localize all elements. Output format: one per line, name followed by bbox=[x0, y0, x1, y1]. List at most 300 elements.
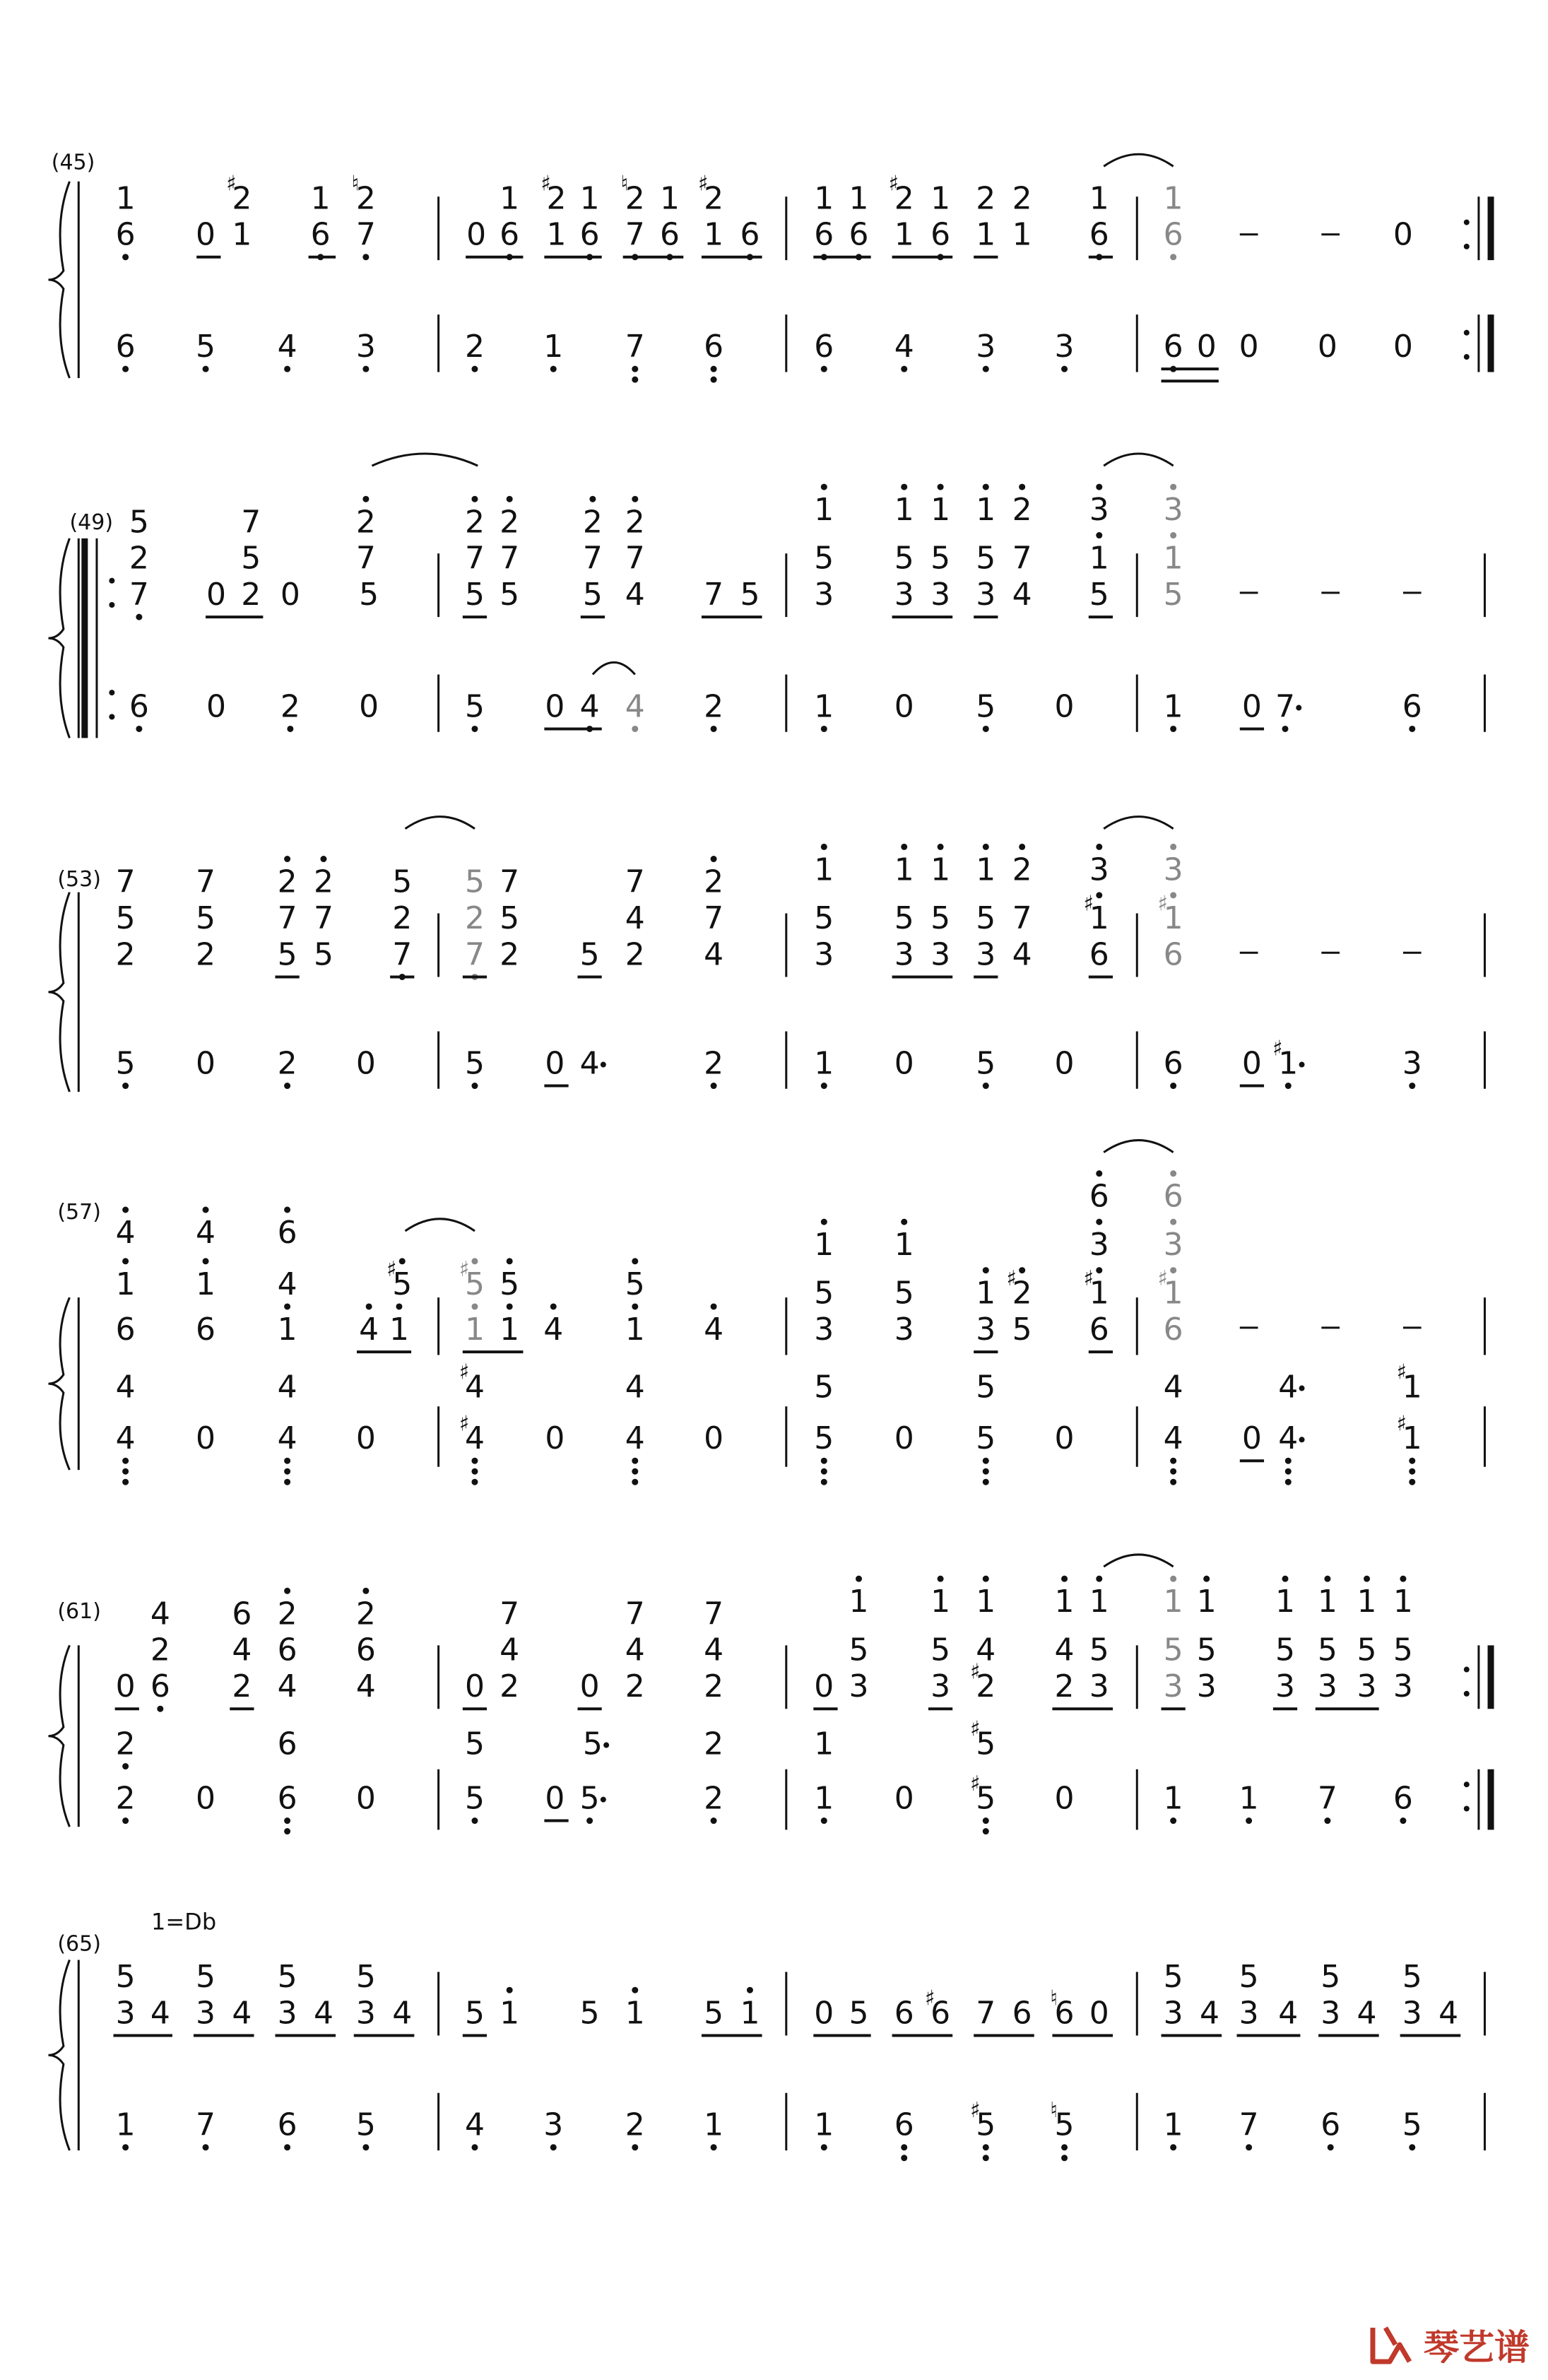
octave-dot-low bbox=[1409, 1458, 1415, 1464]
octave-dot-high bbox=[901, 484, 907, 490]
note-digit: 4 bbox=[1200, 1995, 1219, 2032]
note-digit: 5 bbox=[579, 1780, 600, 1817]
note-digit: 2 bbox=[392, 900, 413, 936]
note-digit: 4 bbox=[1438, 1995, 1459, 2032]
repeat-dot bbox=[1464, 1781, 1470, 1787]
octave-dot-high bbox=[1096, 532, 1102, 538]
octave-dot-low bbox=[821, 1083, 827, 1089]
note-digit: 2 bbox=[1012, 492, 1032, 529]
note-digit: 7 bbox=[1012, 900, 1032, 936]
octave-dot-low bbox=[983, 1479, 989, 1485]
octave-dot-high bbox=[1170, 532, 1176, 538]
repeat-dot bbox=[109, 690, 114, 695]
note-digit: 1 bbox=[1393, 1584, 1413, 1620]
octave-dot-low bbox=[1170, 2144, 1176, 2150]
note-digit: 3 bbox=[1393, 1668, 1413, 1705]
natural-sign: ♮ bbox=[1050, 2098, 1058, 2123]
octave-dot-high bbox=[284, 856, 290, 862]
octave-dot-high bbox=[1096, 844, 1102, 850]
note-digit: 1 bbox=[310, 180, 331, 217]
note-digit: 4 bbox=[500, 1632, 520, 1668]
note-digit: 5 bbox=[1089, 1632, 1109, 1668]
note-digit: 3 bbox=[1320, 1995, 1341, 2032]
note-digit: 6 bbox=[1320, 2107, 1341, 2143]
octave-dot-low bbox=[821, 1818, 827, 1824]
note-digit: 5 bbox=[500, 1266, 520, 1302]
note-digit: 0 bbox=[894, 1780, 914, 1817]
note-digit: 2 bbox=[704, 1668, 724, 1705]
note-digit: 3 bbox=[1089, 492, 1109, 529]
note-digit: 7 bbox=[464, 540, 485, 577]
octave-dot-high bbox=[821, 844, 827, 850]
note-digit: 7 bbox=[277, 900, 297, 936]
note-digit: 4 bbox=[1012, 936, 1032, 973]
octave-dot-low bbox=[362, 366, 369, 372]
note-digit: 5 bbox=[930, 540, 951, 577]
note-digit: 2 bbox=[704, 688, 724, 725]
note-digit: 3 bbox=[894, 936, 914, 973]
note-digit: 3 bbox=[894, 577, 914, 613]
note-digit: 7 bbox=[1239, 2107, 1259, 2143]
measure-number: (61) bbox=[57, 1598, 101, 1624]
octave-dot-high bbox=[1019, 844, 1025, 850]
note-digit: 6 bbox=[660, 216, 680, 253]
octave-dot-low bbox=[284, 1458, 290, 1464]
sharp-sign: ♯ bbox=[924, 1986, 935, 2011]
note-digit: 5 bbox=[814, 900, 834, 936]
note-digit: 5 bbox=[740, 577, 760, 613]
note-digit: 5 bbox=[894, 900, 914, 936]
note-digit: 6 bbox=[1163, 936, 1183, 973]
note-digit: 2 bbox=[976, 1668, 996, 1705]
note-digit: 3 bbox=[930, 1668, 951, 1705]
note-digit: 4 bbox=[232, 1995, 252, 2032]
note-digit: 0 bbox=[206, 577, 227, 613]
octave-dot-low bbox=[471, 1479, 478, 1485]
note-digit: 1 bbox=[1089, 180, 1109, 217]
note-digit: 1 bbox=[976, 216, 996, 253]
octave-dot-low bbox=[983, 1818, 989, 1824]
octave-dot-low bbox=[203, 2144, 209, 2150]
note-digit: 1 bbox=[814, 688, 834, 725]
note-digit: 1 bbox=[894, 492, 914, 529]
note-digit: 5 bbox=[277, 1958, 297, 1995]
note-digit: 3 bbox=[1163, 1995, 1183, 2032]
octave-dot-high bbox=[1170, 892, 1176, 898]
octave-dot-low bbox=[1061, 2144, 1068, 2150]
octave-dot-low bbox=[821, 1468, 827, 1475]
octave-dot-low bbox=[711, 1818, 717, 1824]
key-signature: 1=Db bbox=[151, 1908, 217, 1936]
note-digit: 2 bbox=[894, 180, 914, 217]
octave-dot-high bbox=[1170, 1219, 1176, 1225]
note-digit: 1 bbox=[976, 1275, 996, 1312]
note-digit: 6 bbox=[704, 329, 724, 365]
octave-dot-high bbox=[471, 1303, 478, 1309]
note-digit: 2 bbox=[241, 577, 261, 613]
note-digit: 1 bbox=[740, 1995, 760, 2032]
note-digit: 1 bbox=[1317, 1584, 1337, 1620]
note-digit: 0 bbox=[1054, 1420, 1075, 1457]
octave-dot-high bbox=[203, 1207, 209, 1213]
note-digit: 6 bbox=[310, 216, 331, 253]
note-digit: 5 bbox=[464, 1726, 485, 1762]
note-digit: 5 bbox=[392, 864, 413, 900]
note-digit: 5 bbox=[115, 900, 136, 936]
octave-dot-low bbox=[711, 726, 717, 732]
augmentation-dot bbox=[1296, 705, 1301, 711]
augmentation-dot bbox=[601, 1797, 606, 1803]
note-digit: 2 bbox=[464, 900, 485, 936]
natural-sign: ♮ bbox=[351, 171, 360, 196]
note-digit: 1 bbox=[1278, 1045, 1299, 1082]
octave-dot-low bbox=[471, 1468, 478, 1475]
grand-staff-brace bbox=[48, 1297, 69, 1470]
note-digit: 1 bbox=[1357, 1584, 1377, 1620]
octave-dot-high bbox=[471, 1258, 478, 1264]
note-digit: 2 bbox=[115, 1726, 136, 1762]
note-digit: 5 bbox=[1163, 1958, 1183, 1995]
octave-dot-high bbox=[366, 1303, 372, 1309]
note-digit: 6 bbox=[232, 1596, 252, 1632]
note-digit: 4 bbox=[625, 900, 645, 936]
octave-dot-low bbox=[632, 1458, 638, 1464]
note-digit: 3 bbox=[976, 936, 996, 973]
note-digit: 0 bbox=[1054, 688, 1075, 725]
note-digit: 5 bbox=[1402, 2107, 1422, 2143]
note-digit: 5 bbox=[976, 1420, 996, 1457]
octave-dot-high bbox=[1019, 1267, 1025, 1273]
octave-dot-high bbox=[1324, 1576, 1330, 1582]
octave-dot-low bbox=[983, 726, 989, 732]
note-digit: 5 bbox=[392, 1266, 413, 1302]
note-digit: 0 bbox=[355, 1420, 376, 1457]
note-digit: 1 bbox=[232, 216, 252, 253]
note-digit: 0 bbox=[196, 1420, 216, 1457]
note-digit: 2 bbox=[704, 1780, 724, 1817]
note-digit: 2 bbox=[232, 180, 252, 217]
octave-dot-low bbox=[901, 2155, 907, 2161]
grand-staff-brace bbox=[48, 1645, 69, 1827]
octave-dot-low bbox=[1061, 366, 1068, 372]
octave-dot-high bbox=[1364, 1576, 1370, 1582]
octave-dot-low bbox=[1328, 2144, 1334, 2150]
note-digit: 1 bbox=[660, 180, 680, 217]
note-digit: 0 bbox=[1089, 1995, 1109, 2032]
measure-number: (57) bbox=[57, 1199, 101, 1225]
note-digit: 5 bbox=[464, 1780, 485, 1817]
note-digit: 5 bbox=[814, 1369, 834, 1406]
note-digit: 4 bbox=[625, 577, 645, 613]
octave-dot-high bbox=[122, 1258, 129, 1264]
octave-dot-low bbox=[284, 1479, 290, 1485]
note-digit: 1 bbox=[277, 1312, 297, 1348]
note-digit: 3 bbox=[1163, 492, 1183, 529]
note-digit: 4 bbox=[115, 1420, 136, 1457]
tie-arc bbox=[1104, 454, 1173, 466]
note-digit: 3 bbox=[976, 577, 996, 613]
octave-dot-low bbox=[1409, 1083, 1415, 1089]
note-digit: 6 bbox=[1402, 688, 1422, 725]
octave-dot-high bbox=[632, 1987, 638, 1993]
repeat-dot bbox=[109, 714, 114, 719]
note-digit: 4 bbox=[277, 1668, 297, 1705]
note-digit: 4 bbox=[704, 1632, 724, 1668]
octave-dot-low bbox=[983, 1083, 989, 1089]
note-digit: 1 bbox=[115, 180, 136, 217]
note-digit: 4 bbox=[464, 2107, 485, 2143]
note-digit: 1 bbox=[625, 1995, 645, 2032]
octave-dot-low bbox=[821, 2144, 827, 2150]
note-digit: 1 bbox=[1163, 540, 1183, 577]
note-digit: 6 bbox=[1163, 216, 1183, 253]
note-digit: 7 bbox=[129, 577, 149, 613]
note-digit: 1 bbox=[930, 492, 951, 529]
note-digit: 5 bbox=[976, 1780, 996, 1817]
note-digit: 1 bbox=[814, 852, 834, 888]
octave-dot-low bbox=[1409, 726, 1415, 732]
note-digit: 1 bbox=[814, 1045, 834, 1082]
note-digit: 2 bbox=[277, 1596, 297, 1632]
note-digit: 2 bbox=[500, 936, 520, 973]
note-digit: 5 bbox=[976, 1045, 996, 1082]
note-digit: 4 bbox=[392, 1995, 413, 2032]
note-digit: 7 bbox=[625, 216, 645, 253]
note-digit: 6 bbox=[1089, 936, 1109, 973]
note-digit: 0 bbox=[545, 1780, 565, 1817]
tie-arc bbox=[1104, 154, 1173, 166]
note-digit: 5 bbox=[1163, 1632, 1183, 1668]
octave-dot-low bbox=[1061, 2155, 1068, 2161]
octave-dot-high bbox=[362, 1588, 369, 1594]
note-digit: 3 bbox=[1402, 1995, 1422, 2032]
octave-dot-high bbox=[1096, 1219, 1102, 1225]
octave-dot-low bbox=[983, 2155, 989, 2161]
note-digit: 1 bbox=[1239, 1780, 1259, 1817]
note-digit: 0 bbox=[355, 1045, 376, 1082]
note-digit: 0 bbox=[1054, 1045, 1075, 1082]
note-digit: 1 bbox=[1054, 1584, 1075, 1620]
octave-dot-low bbox=[983, 1458, 989, 1464]
note-digit: 3 bbox=[543, 2107, 564, 2143]
note-digit: 2 bbox=[464, 329, 485, 365]
note-digit: 1 bbox=[1163, 900, 1183, 936]
note-digit: 5 bbox=[582, 1726, 603, 1762]
note-digit: 3 bbox=[814, 577, 834, 613]
octave-dot-high bbox=[983, 1267, 989, 1273]
note-digit: 6 bbox=[894, 2107, 914, 2143]
note-digit: 4 bbox=[277, 1266, 297, 1302]
sharp-sign: ♯ bbox=[1396, 1360, 1407, 1385]
note-digit: 2 bbox=[625, 936, 645, 973]
note-digit: 4 bbox=[1163, 1369, 1183, 1406]
octave-dot-low bbox=[122, 1763, 129, 1769]
octave-dot-low bbox=[122, 2144, 129, 2150]
note-digit: 5 bbox=[814, 540, 834, 577]
note-digit: 7 bbox=[976, 1995, 996, 2032]
sharp-sign: ♯ bbox=[1083, 1266, 1094, 1291]
note-digit: 6 bbox=[1012, 1995, 1032, 2032]
octave-dot-high bbox=[396, 1303, 402, 1309]
note-digit: 5 bbox=[814, 1420, 834, 1457]
note-digit: 4 bbox=[196, 1215, 216, 1251]
sharp-sign: ♯ bbox=[970, 1771, 981, 1796]
octave-dot-low bbox=[284, 1083, 290, 1089]
note-digit: 3 bbox=[1357, 1668, 1377, 1705]
sharp-sign: ♯ bbox=[459, 1257, 470, 1283]
note-digit: 0 bbox=[1393, 216, 1413, 253]
note-digit: 4 bbox=[359, 1312, 379, 1348]
note-digit: 4 bbox=[894, 329, 914, 365]
note-digit: 1 bbox=[814, 492, 834, 529]
note-digit: 5 bbox=[894, 1275, 914, 1312]
octave-dot-high bbox=[983, 484, 989, 490]
note-digit: 0 bbox=[814, 1668, 834, 1705]
note-digit: 1 bbox=[1163, 1780, 1183, 1817]
octave-dot-low bbox=[632, 2144, 638, 2150]
note-digit: 2 bbox=[196, 936, 216, 973]
note-digit: 5 bbox=[894, 540, 914, 577]
note-digit: 1 bbox=[1089, 900, 1109, 936]
sharp-sign: ♯ bbox=[1157, 891, 1168, 917]
note-digit: 3 bbox=[1402, 1045, 1422, 1082]
note-digit: 2 bbox=[280, 688, 300, 725]
octave-dot-low bbox=[1409, 2144, 1415, 2150]
octave-dot-high bbox=[507, 1258, 513, 1264]
repeat-dot bbox=[1464, 1691, 1470, 1697]
note-digit: 5 bbox=[976, 1369, 996, 1406]
note-digit: 5 bbox=[1163, 577, 1183, 613]
note-digit: 2 bbox=[704, 180, 724, 217]
note-digit: 0 bbox=[359, 688, 379, 725]
measure-number: (49) bbox=[69, 510, 114, 535]
note-digit: 5 bbox=[196, 1958, 216, 1995]
note-digit: 1 bbox=[1089, 540, 1109, 577]
note-digit: 3 bbox=[1054, 329, 1075, 365]
note-digit: 4 bbox=[579, 688, 600, 725]
octave-dot-high bbox=[471, 496, 478, 502]
octave-dot-low bbox=[632, 377, 638, 383]
note-digit: 4 bbox=[115, 1215, 136, 1251]
octave-dot-low bbox=[1285, 1479, 1292, 1485]
note-digit: 5 bbox=[1012, 1312, 1032, 1348]
octave-dot-high bbox=[1096, 1170, 1102, 1177]
note-digit: 5 bbox=[1357, 1632, 1377, 1668]
note-digit: 0 bbox=[545, 688, 565, 725]
note-digit: 2 bbox=[313, 864, 333, 900]
octave-dot-high bbox=[507, 1987, 513, 1993]
note-digit: 0 bbox=[464, 1668, 485, 1705]
note-digit: 1 bbox=[1163, 1275, 1183, 1312]
note-digit: 0 bbox=[196, 216, 216, 253]
note-digit: 4 bbox=[1163, 1420, 1183, 1457]
sharp-sign: ♯ bbox=[386, 1257, 397, 1283]
octave-dot-low bbox=[1285, 1083, 1292, 1089]
note-digit: 5 bbox=[464, 864, 485, 900]
grand-staff-brace bbox=[48, 1960, 69, 2150]
note-digit: 0 bbox=[1241, 1420, 1262, 1457]
octave-dot-low bbox=[1409, 1468, 1415, 1475]
note-digit: 6 bbox=[277, 1780, 297, 1817]
octave-dot-low bbox=[983, 1828, 989, 1834]
measure-number: (45) bbox=[51, 150, 95, 175]
note-digit: 6 bbox=[115, 216, 136, 253]
sharp-sign: ♯ bbox=[970, 2098, 981, 2123]
octave-dot-low bbox=[122, 1818, 129, 1824]
octave-dot-high bbox=[1203, 1576, 1210, 1582]
octave-dot-low bbox=[550, 366, 557, 372]
note-digit: 0 bbox=[814, 1995, 834, 2032]
octave-dot-low bbox=[711, 2144, 717, 2150]
note-digit: 4 bbox=[277, 1420, 297, 1457]
sharp-sign: ♯ bbox=[540, 171, 551, 196]
note-digit: 6 bbox=[277, 1632, 297, 1668]
note-digit: 4 bbox=[232, 1632, 252, 1668]
note-digit: 5 bbox=[976, 2107, 996, 2143]
augmentation-dot bbox=[601, 1062, 606, 1068]
note-digit: 2 bbox=[1054, 1668, 1075, 1705]
note-digit: 2 bbox=[277, 864, 297, 900]
octave-dot-high bbox=[1400, 1576, 1406, 1582]
note-digit: 6 bbox=[277, 2107, 297, 2143]
note-digit: 7 bbox=[313, 900, 333, 936]
octave-dot-high bbox=[983, 844, 989, 850]
note-digit: 2 bbox=[976, 180, 996, 217]
note-digit: 1 bbox=[625, 1312, 645, 1348]
note-digit: 0 bbox=[1393, 329, 1413, 365]
note-digit: 7 bbox=[704, 577, 724, 613]
note-digit: 7 bbox=[704, 900, 724, 936]
note-digit: 7 bbox=[625, 864, 645, 900]
octave-dot-low bbox=[1285, 1468, 1292, 1475]
note-digit: 4 bbox=[464, 1369, 485, 1406]
note-digit: 5 bbox=[579, 1995, 600, 2032]
piano-logo-icon bbox=[1369, 2323, 1418, 2366]
note-digit: 3 bbox=[355, 329, 376, 365]
note-digit: 2 bbox=[355, 504, 376, 541]
note-digit: 5 bbox=[1089, 577, 1109, 613]
tie-arc bbox=[1104, 817, 1173, 829]
repeat-dot bbox=[1464, 330, 1470, 336]
note-digit: 1 bbox=[814, 2107, 834, 2143]
note-digit: 2 bbox=[115, 1780, 136, 1817]
note-digit: 4 bbox=[1278, 1420, 1299, 1457]
repeat-dot bbox=[109, 578, 114, 584]
note-digit: 4 bbox=[313, 1995, 333, 2032]
note-digit: 3 bbox=[814, 936, 834, 973]
note-digit: 2 bbox=[582, 504, 603, 541]
repeat-dot bbox=[109, 602, 114, 608]
note-digit: 6 bbox=[579, 216, 600, 253]
note-digit: 3 bbox=[355, 1995, 376, 2032]
note-digit: 5 bbox=[196, 900, 216, 936]
octave-dot-low bbox=[284, 366, 290, 372]
note-digit: 6 bbox=[894, 1995, 914, 2032]
octave-dot-low bbox=[632, 726, 638, 732]
note-digit: 5 bbox=[1196, 1632, 1217, 1668]
note-digit: 2 bbox=[500, 504, 520, 541]
note-digit: 0 bbox=[1196, 329, 1217, 365]
sharp-sign: ♯ bbox=[970, 1659, 981, 1685]
octave-dot-low bbox=[901, 2144, 907, 2150]
note-digit: 0 bbox=[1241, 1045, 1262, 1082]
note-digit: 4 bbox=[579, 1045, 600, 1082]
note-digit: 2 bbox=[704, 864, 724, 900]
watermark bbox=[1369, 2319, 1530, 2370]
octave-dot-low bbox=[122, 254, 129, 260]
octave-dot-low bbox=[901, 366, 907, 372]
octave-dot-low bbox=[1170, 1083, 1176, 1089]
